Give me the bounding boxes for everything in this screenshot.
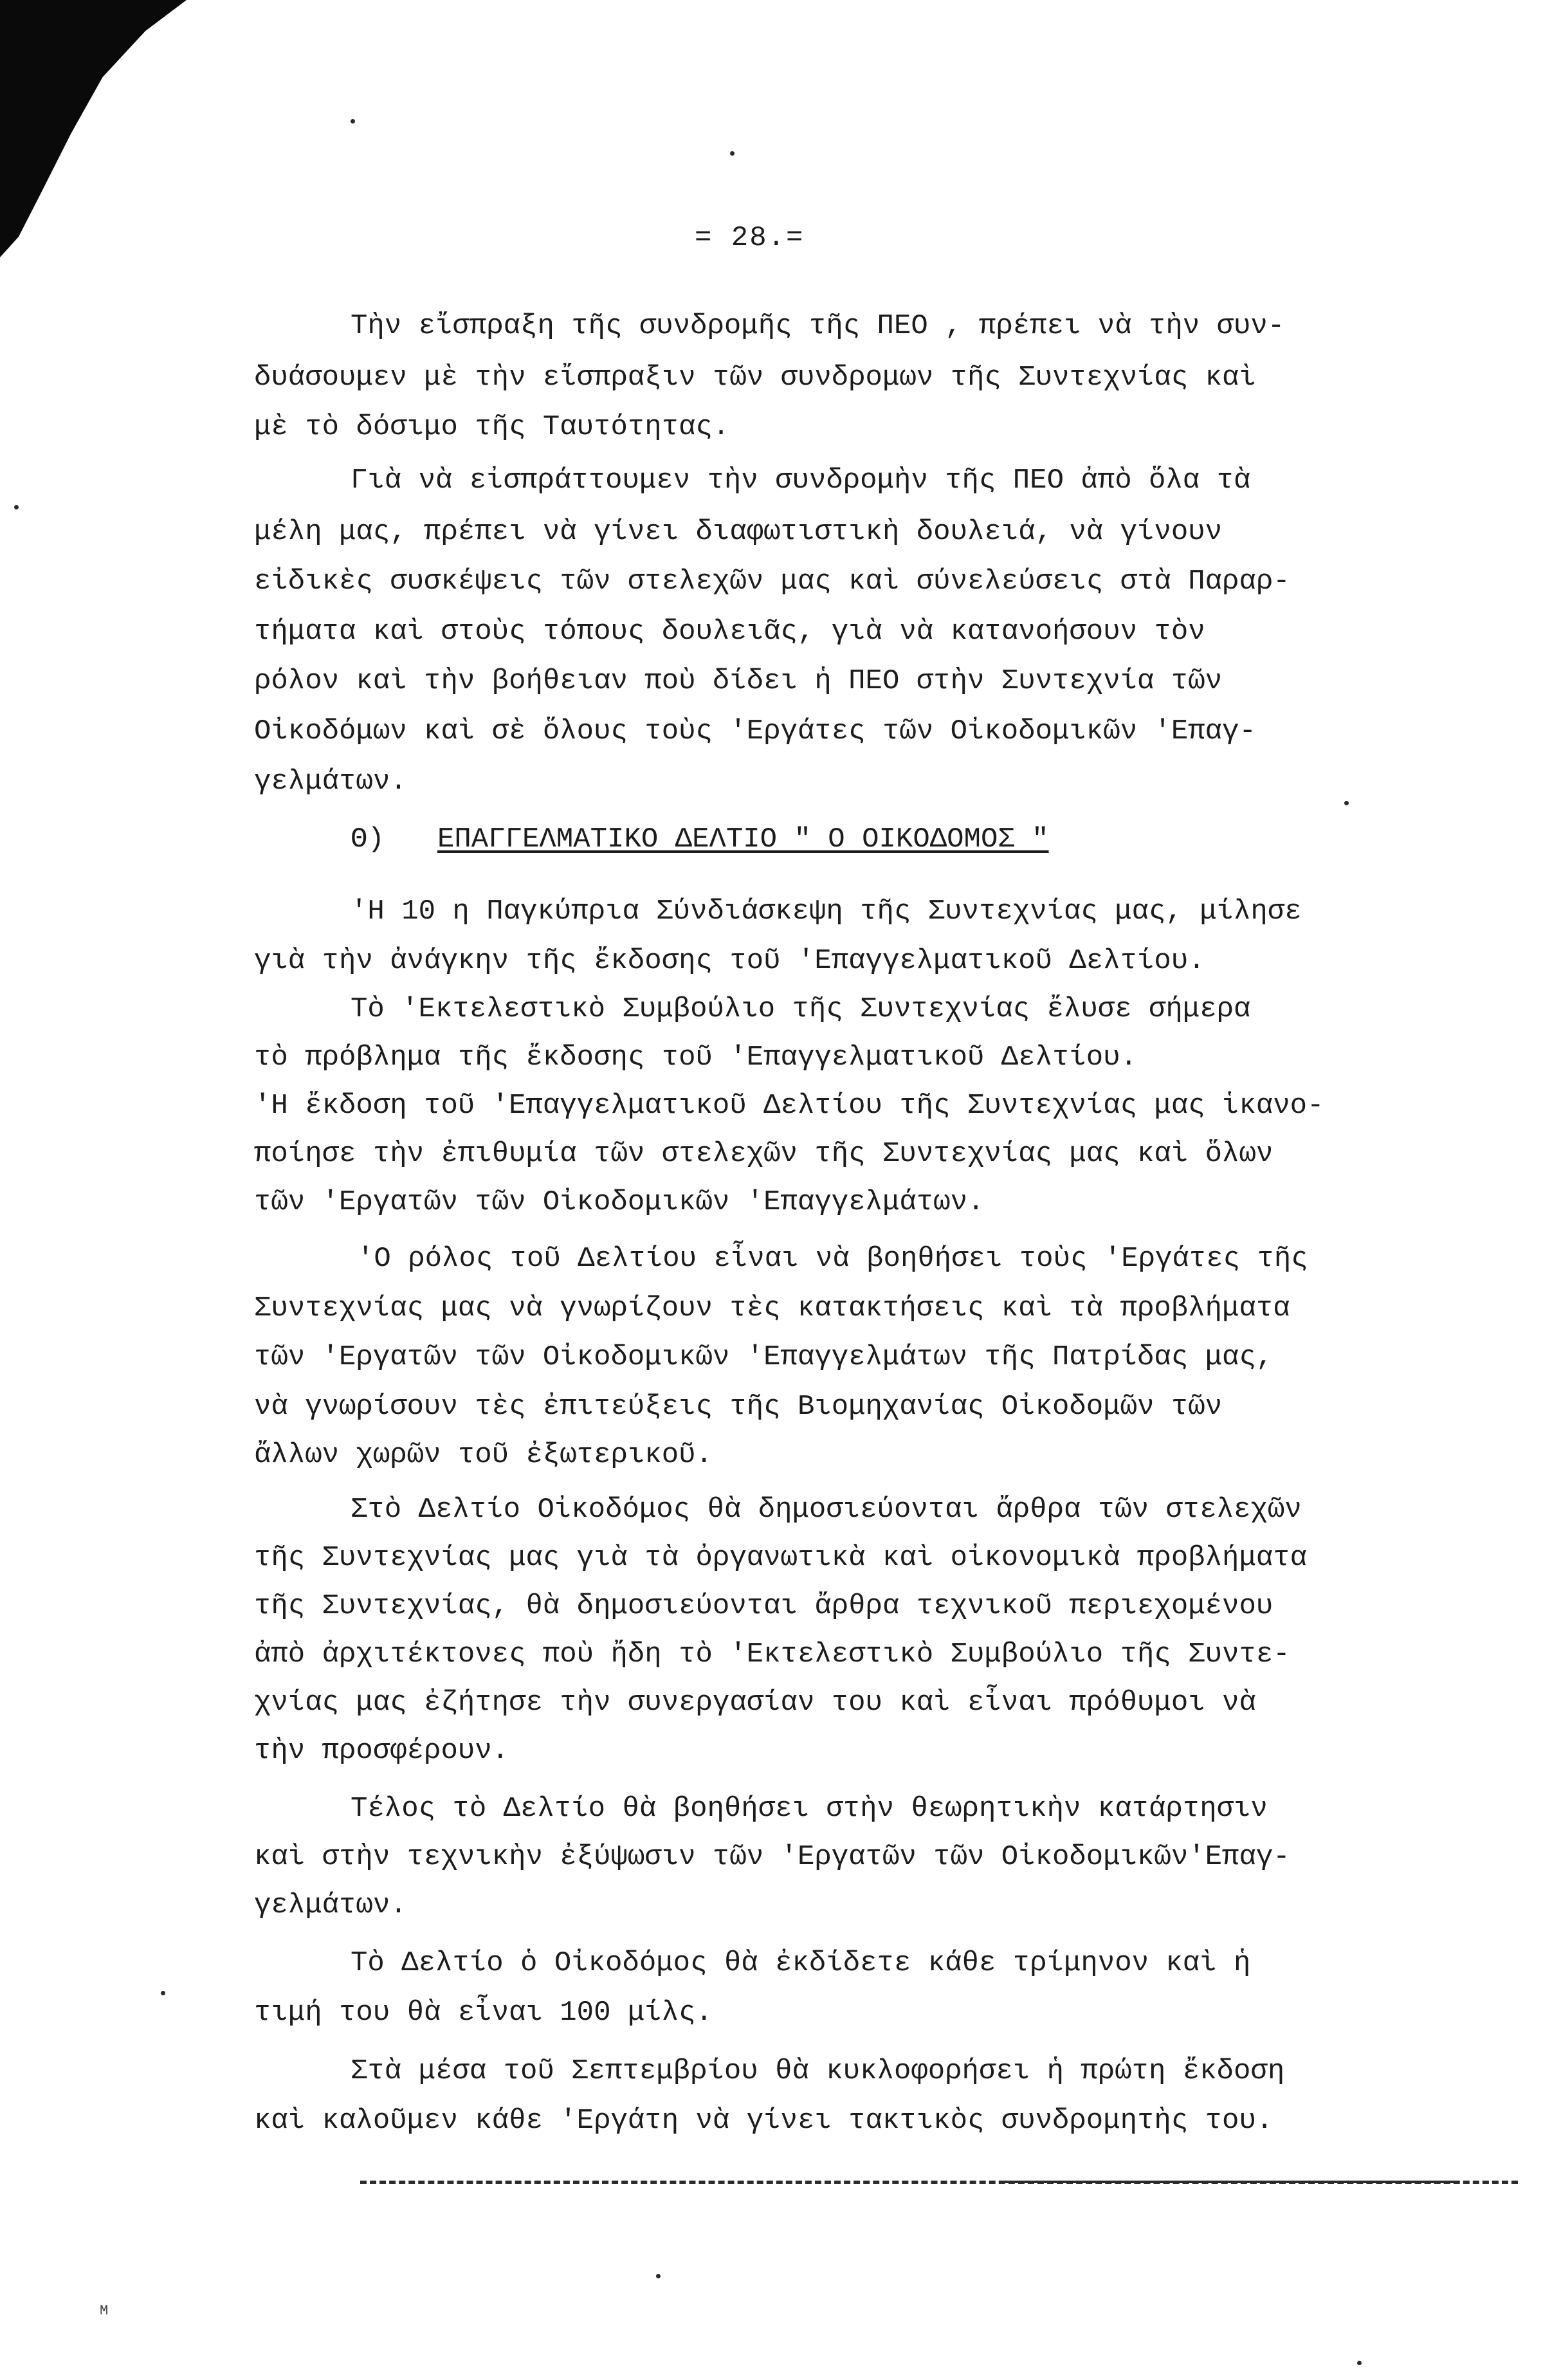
text-line: Γιὰ νὰ εἰσπράττουμεν τὴν συνδρομὴν τῆς ΠΕΟ ἀπὸ ὅλα τὰ — [351, 464, 1251, 497]
text-line: 'Η 10 η Παγκύπρια Σύνδιάσκεψη τῆς Συντεχνίας μας, μίλησε — [351, 895, 1302, 928]
text-line: ἀπὸ ἀρχιτέκτονες ποὺ ἤδη τὸ 'Εκτελεστικὸ Συμβούλιο τῆς Συντε- — [254, 1638, 1290, 1671]
text-line: τῶν 'Εργατῶν τῶν Οἰκοδομικῶν 'Επαγγελμάτων. — [254, 1186, 985, 1218]
scan-speck — [730, 151, 735, 156]
scan-speck — [351, 119, 355, 124]
text-line: 'Η ἔκδοση τοῦ 'Επαγγελματικοῦ Δελτίου τῆς Συντεχνίας μας ἱκανο- — [254, 1090, 1324, 1122]
scan-speck — [1357, 2361, 1362, 2365]
text-line: γελμάτων. — [254, 765, 407, 798]
text-line: τὴν προσφέρουν. — [254, 1735, 509, 1767]
section-title: ΕΠΑΓΓΕΛΜΑΤΙΚΟ ΔΕΛΤΙΟ " Ο ΟΙΚΟΔΟΜΟΣ " — [437, 823, 1049, 856]
text-line: Στὰ μέσα τοῦ Σεπτεμβρίου θὰ κυκλοφορήσει ἡ πρώτη ἔκδοση — [351, 2055, 1285, 2087]
page-number: = 28.= — [695, 222, 805, 254]
text-line: 'Ο ρόλος τοῦ Δελτίου εἶναι νὰ βοηθήσει τοὺς 'Εργάτες τῆς — [357, 1243, 1308, 1275]
scan-speck — [161, 1991, 165, 1995]
text-line: καὶ στὴν τεχνικὴν ἐξύψωσιν τῶν 'Εργατῶν τῶν Οἰκοδομικῶν'Επαγ- — [254, 1841, 1290, 1873]
text-line: Οἰκοδόμων καὶ σὲ ὅλους τοὺς 'Εργάτες τῶν Οἰκοδομικῶν 'Επαγ- — [254, 715, 1256, 747]
text-line: Συντεχνίας μας νὰ γνωρίζουν τὲς κατακτήσεις καὶ τὰ προβλήματα — [254, 1292, 1290, 1324]
text-line: τὸ πρόβλημα τῆς ἔκδοσης τοῦ 'Επαγγελματικοῦ Δελτίου. — [254, 1041, 1138, 1074]
text-line: μὲ τὸ δόσιμο τῆς Ταυτότητας. — [254, 411, 730, 443]
text-line: γελμάτων. — [254, 1889, 407, 1921]
text-line: Τέλος τὸ Δελτίο θὰ βοηθήσει στὴν θεωρητικὴν κατάρτησιν — [351, 1793, 1268, 1825]
text-line: νὰ γνωρίσουν τὲς ἐπιτεύξεις τῆς Βιομηχανίας Οἰκοδομῶν τῶν — [254, 1391, 1223, 1423]
scan-speck — [1344, 801, 1349, 805]
text-line: μέλη μας, πρέπει νὰ γίνει διαφωτιστικὴ δουλειά, νὰ γίνουν — [254, 516, 1223, 548]
text-line: Τὸ Δελτίο ὁ Οἰκοδόμος θὰ ἐκδίδετε κάθε τρίμηνον καὶ ἡ — [351, 1947, 1251, 1979]
text-line: τήματα καὶ στοὺς τόπους δουλειᾶς, γιὰ νὰ κατανοήσουν τὸν — [254, 616, 1205, 648]
text-line: Τὸ 'Εκτελεστικὸ Συμβούλιο τῆς Συντεχνίας ἔλυσε σήμερα — [351, 993, 1251, 1025]
text-line: καὶ καλοῦμεν κάθε 'Εργάτη νὰ γίνει τακτικὸς συνδρομητὴς του. — [254, 2105, 1273, 2137]
text-line: Τὴν εἴσπραξη τῆς συνδρομῆς τῆς ΠΕΟ , πρέπει νὰ τὴν συν- — [351, 310, 1285, 342]
text-line: εἰδικὲς συσκέψεις τῶν στελεχῶν μας καὶ σύνελεύσεις στὰ Παραρ- — [254, 565, 1290, 598]
text-line: τῆς Συντεχνίας, θὰ δημοσιεύονται ἄρθρα τεχνικοῦ περιεχομένου — [254, 1590, 1273, 1622]
text-line: ποίησε τὴν ἐπιθυμία τῶν στελεχῶν τῆς Συντεχνίας μας καὶ ὅλων — [254, 1138, 1273, 1170]
text-line: ρόλον καὶ τὴν βοήθειαν ποὺ δίδει ἡ ΠΕΟ στὴν Συντεχνία τῶν — [254, 665, 1223, 697]
bottom-divider-solid — [1003, 2181, 1454, 2183]
text-line: τιμή του θὰ εἶναι 100 μίλς. — [254, 1997, 713, 2029]
scan-speck — [656, 2274, 661, 2278]
scan-speck — [14, 505, 19, 509]
text-line: δυάσουμεν μὲ τὴν εἴσπραξιν τῶν συνδρομων τῆς Συντεχνίας καὶ — [254, 362, 1256, 394]
text-line: ἄλλων χωρῶν τοῦ ἐξωτερικοῦ. — [254, 1439, 713, 1471]
text-line: γιὰ τὴν ἀνάγκην τῆς ἔκδοσης τοῦ 'Επαγγελματικοῦ Δελτίου. — [254, 945, 1205, 977]
section-label: Θ) — [351, 823, 385, 856]
text-line: τῆς Συντεχνίας μας γιὰ τὰ ὀργανωτικὰ καὶ οἰκονομικὰ προβλήματα — [254, 1542, 1308, 1574]
scan-corner-shadow — [0, 0, 187, 257]
text-line: Στὸ Δελτίο Οἰκοδόμος θὰ δημοσιεύονται ἄρθρα τῶν στελεχῶν — [351, 1494, 1302, 1526]
text-line: χνίας μας ἐζήτησε τὴν συνεργασίαν του καὶ εἶναι πρόθυμοι νὰ — [254, 1687, 1256, 1719]
margin-mark: M — [100, 2303, 109, 2319]
text-line: τῶν 'Εργατῶν τῶν Οἰκοδομικῶν 'Επαγγελμάτων τῆς Πατρίδας μας, — [254, 1341, 1273, 1373]
